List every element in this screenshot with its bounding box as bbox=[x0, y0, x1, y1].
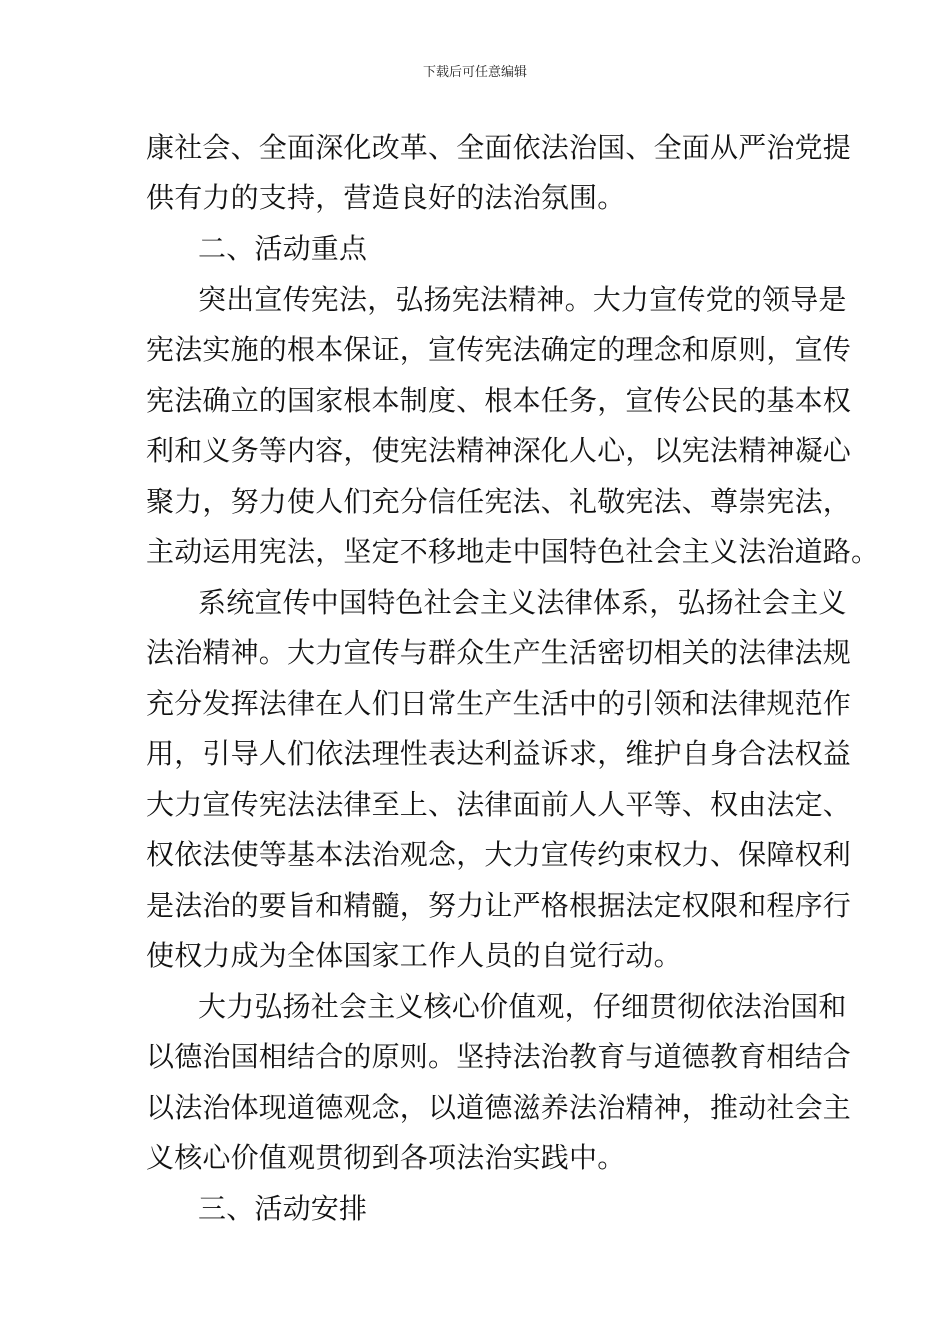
paragraph-line: 宪法实施的根本保证，宣传宪法确定的理念和原则，宣传 bbox=[146, 333, 852, 366]
paragraph-line: 使权力成为全体国家工作人员的自觉行动。 bbox=[146, 939, 682, 972]
paragraph-line: 利和义务等内容，使宪法精神深化人心，以宪法精神凝心 bbox=[146, 434, 852, 467]
section-heading: 三、活动安排 bbox=[198, 1192, 368, 1225]
paragraph-line: 法治精神。大力宣传与群众生产生活密切相关的法律法规 bbox=[146, 636, 852, 669]
paragraph-line: 突出宣传宪法，弘扬宪法精神。大力宣传党的领导是 bbox=[198, 283, 847, 316]
paragraph-line: 大力弘扬社会主义核心价值观，仔细贯彻依法治国和 bbox=[198, 990, 847, 1023]
body-line: 供有力的支持，营造良好的法治氛围。 bbox=[146, 181, 626, 214]
paragraph-line: 权依法使等基本法治观念，大力宣传约束权力、保障权利 bbox=[146, 838, 852, 871]
paragraph-line: 以德治国相结合的原则。坚持法治教育与道德教育相结合 bbox=[146, 1040, 852, 1073]
section-heading: 二、活动重点 bbox=[198, 232, 368, 265]
page-header: 下载后可任意编辑 bbox=[422, 65, 527, 80]
paragraph-line: 宪法确立的国家根本制度、根本任务，宣传公民的基本权 bbox=[146, 384, 852, 417]
paragraph-line: 以法治体现道德观念，以道德滋养法治精神，推动社会主 bbox=[146, 1091, 852, 1124]
body-line: 康社会、全面深化改革、全面依法治国、全面从严治党提 bbox=[146, 131, 852, 164]
paragraph-line: 大力宣传宪法法律至上、法律面前人人平等、权由法定、 bbox=[146, 788, 852, 821]
paragraph-line: 聚力，努力使人们充分信任宪法、礼敬宪法、尊崇宪法， bbox=[146, 485, 852, 518]
paragraph-line: 主动运用宪法，坚定不移地走中国特色社会主义法治道路。 bbox=[146, 535, 880, 568]
paragraph-line: 系统宣传中国特色社会主义法律体系，弘扬社会主义 bbox=[198, 586, 847, 619]
paragraph-line: 充分发挥法律在人们日常生产生活中的引领和法律规范作 bbox=[146, 687, 852, 720]
paragraph-line: 义核心价值观贯彻到各项法治实践中。 bbox=[146, 1141, 626, 1174]
paragraph-line: 用，引导人们依法理性表达利益诉求，维护自身合法权益 bbox=[146, 737, 852, 770]
paragraph-line: 是法治的要旨和精髓，努力让严格根据法定权限和程序行 bbox=[146, 889, 852, 922]
